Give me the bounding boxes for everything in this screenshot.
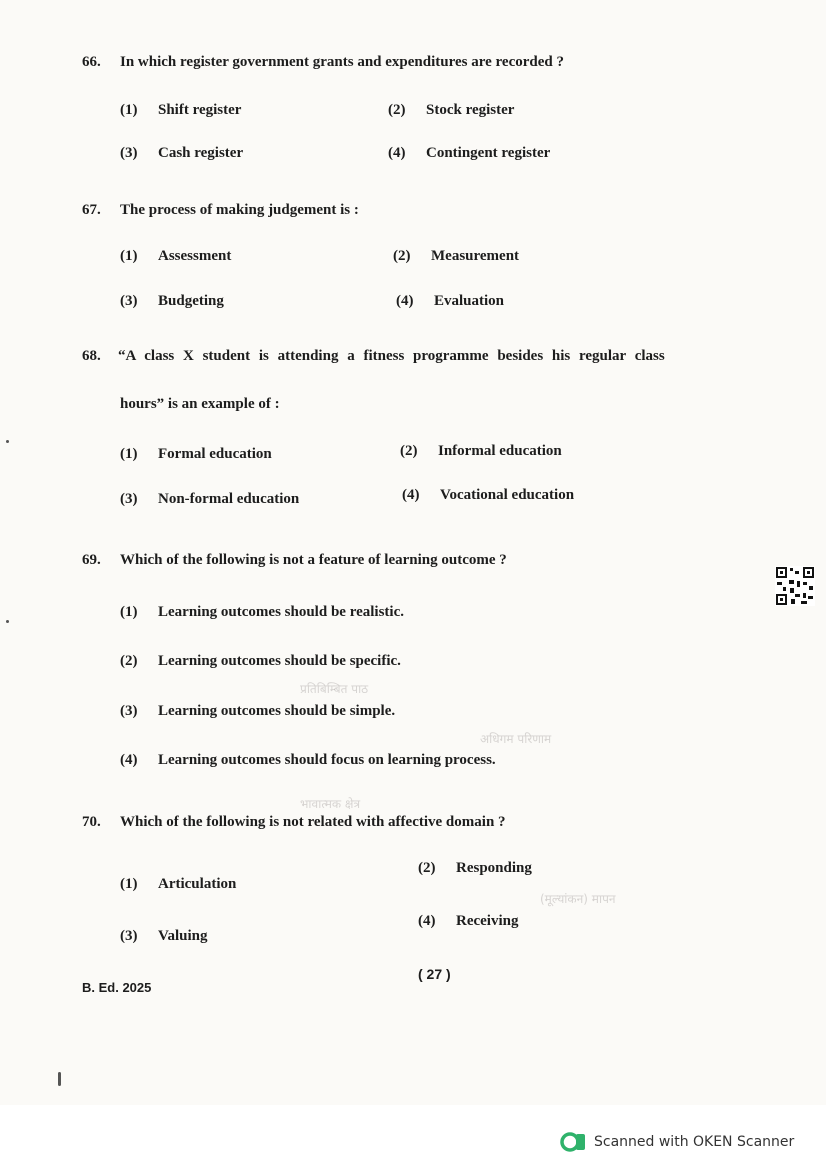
question-text: The process of making judgement is : xyxy=(120,202,359,218)
question-68 xyxy=(82,348,752,365)
scanner-label: Scanned with OKEN Scanner xyxy=(594,1134,795,1150)
option: (1) Articulation xyxy=(120,876,237,892)
option: (1) Shift register xyxy=(120,102,242,118)
option: (4) Vocational education xyxy=(402,487,575,503)
option: (1) Assessment xyxy=(120,248,232,264)
option: (4) Evaluation xyxy=(396,293,505,309)
show-through-text: भावात्मक क्षेत्र xyxy=(300,797,361,811)
option: (2) Responding xyxy=(418,860,532,876)
show-through-text: अधिगम परिणाम xyxy=(480,732,552,746)
option: (1) Formal education xyxy=(120,446,272,462)
option: (2) Informal education xyxy=(400,443,562,459)
question-text: Which of the following is not related with affective domain ? xyxy=(120,814,506,830)
exam-label: B. Ed. 2025 xyxy=(82,980,152,995)
question-number: 70. xyxy=(82,814,101,830)
question-number: 69. xyxy=(82,552,101,568)
scan-mark xyxy=(6,620,9,623)
question-67 xyxy=(82,202,359,219)
option: (3) Valuing xyxy=(120,928,208,944)
show-through-text: प्रतिबिम्बित पाठ xyxy=(300,682,369,696)
question-text: In which register government grants and expenditures are recorded ? xyxy=(120,54,565,70)
page-number: ( 27 ) xyxy=(418,966,451,982)
question-number: 67. xyxy=(82,202,101,218)
option: (4) Receiving xyxy=(418,913,519,929)
qr-code-icon xyxy=(775,566,815,606)
question-number: 66. xyxy=(82,54,101,70)
scan-mark xyxy=(6,440,9,443)
option: (4) Learning outcomes should focus on learning process. xyxy=(120,752,496,768)
scanner-logo-icon xyxy=(560,1132,586,1152)
question-number: 68. xyxy=(82,348,101,364)
question-69 xyxy=(82,552,507,569)
question-text-continued: hours” is an example of : xyxy=(120,396,280,412)
option: (2) Learning outcomes should be specific. xyxy=(120,653,401,669)
question-66 xyxy=(82,54,564,71)
option: (2) Measurement xyxy=(393,248,520,264)
scanner-watermark xyxy=(560,1132,794,1152)
option: (1) Learning outcomes should be realistic. xyxy=(120,604,404,620)
option: (3) Non-formal education xyxy=(120,491,300,507)
question-text: Which of the following is not a feature of learning outcome ? xyxy=(120,552,507,568)
option: (4) Contingent register xyxy=(388,145,551,161)
option: (3) Learning outcomes should be simple. xyxy=(120,703,396,719)
option: (2) Stock register xyxy=(388,102,515,118)
option: (3) Cash register xyxy=(120,145,244,161)
question-70 xyxy=(82,814,506,831)
option: (3) Budgeting xyxy=(120,293,224,309)
question-text: “A class X student is attending a fitness programme besides his regular class xyxy=(118,348,665,364)
scan-mark xyxy=(58,1072,61,1086)
show-through-text: (मूल्यांकन) मापन xyxy=(540,892,616,906)
